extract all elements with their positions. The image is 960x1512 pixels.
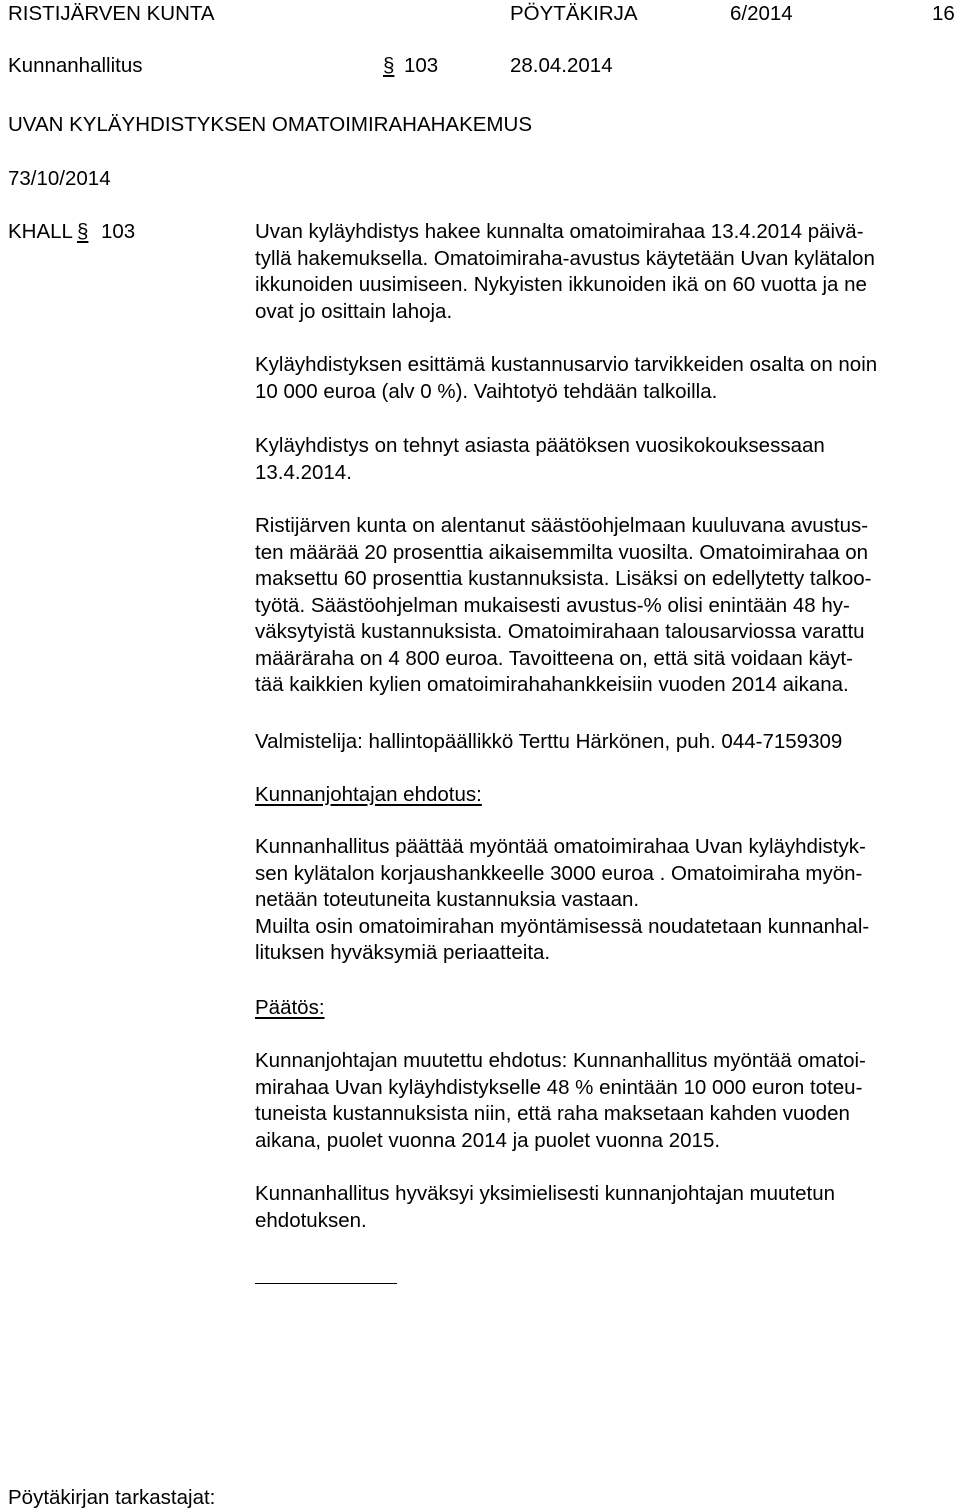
preparer-line: Valmistelija: hallintopäällikkö Terttu Härkönen, puh. 044-7159309	[255, 730, 843, 753]
section-symbol: §	[383, 54, 395, 77]
divider-line	[255, 1283, 397, 1284]
meeting-section-symbol: §	[77, 220, 89, 243]
paragraph-cost-estimate: Kyläyhdistyksen esittämä kustannusarvio tarvikkeiden osalta on noin 10 000 euroa (alv 0 %). Vaihtotyö tehdään talkoilla.	[255, 353, 878, 403]
document-number: 6/2014	[730, 2, 793, 25]
section-number: 103	[404, 54, 439, 77]
meeting-label: KHALL	[8, 220, 73, 243]
paragraph-proposal: Kunnanhallitus päättää myöntää omatoimirahaa Uvan kyläyhdistyk- sen kylätalon korjaushankkeelle 3000 euroa . Omatoimiraha myön- netään toteutuneita kustannuksia vastaan. Muilta osin omatoimirahan myöntämisessä noudatetaan kunnanhal- lituksen hyväksymiä periaatteita.	[255, 835, 870, 964]
meeting-section-number: 103	[101, 220, 136, 243]
proposal-heading: Kunnanjohtajan ehdotus:	[255, 783, 482, 806]
paragraph-decision: Kunnanjohtajan muutettu ehdotus: Kunnanhallitus myöntää omatoi- mirahaa Uvan kyläyhdistykselle 48 % enintään 10 000 euron toteu- tuneista kustannuksista niin, että raha maksetaan kahden vuoden aikana, puolet vuonna 2014 ja puolet vuonna 2015.	[255, 1049, 866, 1152]
governing-body: Kunnanhallitus	[8, 54, 143, 77]
item-title: UVAN KYLÄYHDISTYKSEN OMATOIMIRAHAHAKEMUS	[8, 113, 532, 136]
page-number: 16	[932, 2, 955, 25]
paragraph-approval: Kunnanhallitus hyväksyi yksimielisesti kunnanjohtajan muutetun ehdotuksen.	[255, 1182, 836, 1232]
document-type: PÖYTÄKIRJA	[510, 2, 638, 25]
reference-number: 73/10/2014	[8, 167, 111, 190]
municipality-name: RISTIJÄRVEN KUNTA	[8, 2, 215, 25]
paragraph-association-decision: Kyläyhdistys on tehnyt asiasta päätöksen vuosikokouksessaan 13.4.2014.	[255, 434, 825, 484]
paragraph-application: Uvan kyläyhdistys hakee kunnalta omatoimirahaa 13.4.2014 päivä- tyllä hakemuksella. Omatoimiraha-avustus käytetään Uvan kylätalon ikkunoiden uusimiseen. Nykyisten ikkunoiden ikä on 60 vuotta ja ne ovat jo osittain lahoja.	[255, 220, 875, 323]
meeting-date: 28.04.2014	[510, 54, 613, 77]
paragraph-savings-programme: Ristijärven kunta on alentanut säästöohjelmaan kuuluvana avustus- ten määrää 20 prosenttia aikaisemmilta vuosilta. Omatoimirahaa on maksettu 60 prosenttia kustannuksista. Lisäksi on edellytetty talkoo- työtä. Säästöohjelman mukaisesti avustus-% olisi enintään 48 hy- väksytyistä kustannuksista. Omatoimirahaan talousarviossa varattu määräraha on 4 800 euroa. Tavoitteena on, että sitä voidaan käyt- tää kaikkien kylien omatoimirahahankkeisiin vuoden 2014 aikana.	[255, 514, 872, 696]
footer-reviewers: Pöytäkirjan tarkastajat:	[8, 1486, 216, 1509]
decision-heading: Päätös:	[255, 996, 325, 1019]
